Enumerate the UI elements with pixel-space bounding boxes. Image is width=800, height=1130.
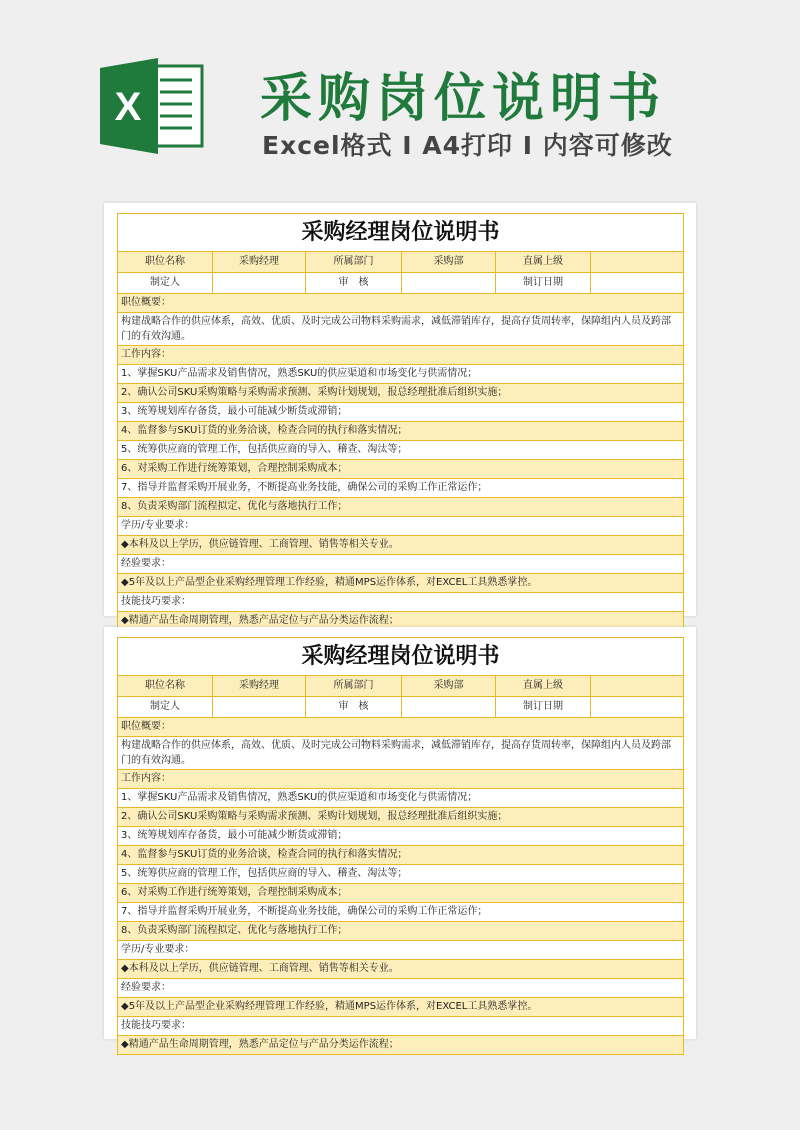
cell[interactable]: 制定人	[118, 697, 213, 717]
cell[interactable]: 制订日期	[496, 273, 591, 293]
doc-title: 采购经理岗位说明书	[118, 214, 683, 252]
cell[interactable]	[213, 273, 306, 293]
cell[interactable]	[213, 697, 306, 717]
document-sheet-2	[104, 627, 696, 1050]
cell[interactable]: 采购经理	[213, 252, 306, 272]
skill-text[interactable]: ◆精通产品生命周期管理，熟悉产品定位与产品分类运作流程；	[118, 1036, 683, 1054]
cell[interactable]	[591, 697, 683, 717]
exp-label[interactable]: 经验要求：	[118, 555, 683, 574]
duty-item[interactable]: 4、监督参与SKU订货的业务洽谈，检查合同的执行和落实情况；	[118, 846, 683, 865]
info-row-1	[118, 252, 683, 273]
duty-item[interactable]: 3、统筹规划库存备货，最小可能减少断货或滞销；	[118, 403, 683, 422]
overview-text[interactable]: 构建战略合作的供应体系，高效、优质、及时完成公司物料采购需求，减低滞销库存，提高存货周转率，保障组内人员及跨部门的有效沟通。	[118, 313, 683, 346]
skill-label[interactable]: 技能技巧要求：	[118, 1017, 683, 1036]
duty-item[interactable]: 6、对采购工作进行统筹策划，合理控制采购成本；	[118, 460, 683, 479]
duty-item[interactable]: 1、掌握SKU产品需求及销售情况，熟悉SKU的供应渠道和市场变化与供需情况；	[118, 789, 683, 808]
cell[interactable]: 直属上级	[496, 252, 591, 272]
svg-text:X: X	[114, 85, 142, 129]
duty-item[interactable]: 3、统筹规划库存备货，最小可能减少断货或滞销；	[118, 827, 683, 846]
cell[interactable]: 职位名称	[118, 252, 213, 272]
duty-item[interactable]: 4、监督参与SKU订货的业务洽谈，检查合同的执行和落实情况；	[118, 422, 683, 441]
job-description-table	[117, 213, 684, 631]
cell[interactable]	[591, 676, 683, 696]
skill-text[interactable]: ◆精通产品生命周期管理，熟悉产品定位与产品分类运作流程；	[118, 612, 683, 630]
skill-label[interactable]: 技能技巧要求：	[118, 593, 683, 612]
overview-text[interactable]: 构建战略合作的供应体系，高效、优质、及时完成公司物料采购需求，减低滞销库存，提高存货周转率，保障组内人员及跨部门的有效沟通。	[118, 737, 683, 770]
page-title: 采购岗位说明书	[260, 69, 667, 129]
cell[interactable]: 采购经理	[213, 676, 306, 696]
duties-label[interactable]: 工作内容：	[118, 770, 683, 789]
cell[interactable]: 采购部	[402, 676, 496, 696]
duty-item[interactable]: 7、指导并监督采购开展业务，不断提高业务技能，确保公司的采购工作正常运作；	[118, 479, 683, 498]
cell[interactable]	[591, 252, 683, 272]
exp-text[interactable]: ◆5年及以上产品型企业采购经理管理工作经验，精通MPS运作体系，对EXCEL工具熟悉掌控。	[118, 998, 683, 1017]
doc-title: 采购经理岗位说明书	[118, 638, 683, 676]
info-row-1	[118, 676, 683, 697]
overview-label[interactable]: 职位概要：	[118, 718, 683, 737]
duty-item[interactable]: 2、确认公司SKU采购策略与采购需求预测、采购计划规划，报总经理批准后组织实施；	[118, 384, 683, 403]
duty-item[interactable]: 6、对采购工作进行统筹策划，合理控制采购成本；	[118, 884, 683, 903]
exp-text[interactable]: ◆5年及以上产品型企业采购经理管理工作经验，精通MPS运作体系，对EXCEL工具熟悉掌控。	[118, 574, 683, 593]
cell[interactable]: 直属上级	[496, 676, 591, 696]
duty-item[interactable]: 1、掌握SKU产品需求及销售情况，熟悉SKU的供应渠道和市场变化与供需情况；	[118, 365, 683, 384]
cell[interactable]: 制定人	[118, 273, 213, 293]
cell[interactable]: 职位名称	[118, 676, 213, 696]
edu-label[interactable]: 学历/专业要求：	[118, 517, 683, 536]
edu-text[interactable]: ◆本科及以上学历，供应链管理、工商管理、销售等相关专业。	[118, 960, 683, 979]
cell[interactable]: 制订日期	[496, 697, 591, 717]
info-row-2	[118, 697, 683, 718]
job-description-table	[117, 637, 684, 1055]
cell[interactable]: 审 核	[306, 273, 402, 293]
banner	[0, 0, 800, 195]
excel-icon	[100, 58, 204, 154]
duty-item[interactable]: 5、统筹供应商的管理工作，包括供应商的导入、稽查、淘汰等；	[118, 441, 683, 460]
info-row-2	[118, 273, 683, 294]
overview-label[interactable]: 职位概要：	[118, 294, 683, 313]
cell[interactable]: 所属部门	[306, 676, 402, 696]
edu-label[interactable]: 学历/专业要求：	[118, 941, 683, 960]
duties-label[interactable]: 工作内容：	[118, 346, 683, 365]
page-subtitle: Excel格式 I A4打印 I 内容可修改	[262, 131, 673, 160]
duty-item[interactable]: 8、负责采购部门流程拟定、优化与落地执行工作；	[118, 498, 683, 517]
cell[interactable]: 所属部门	[306, 252, 402, 272]
duty-item[interactable]: 5、统筹供应商的管理工作，包括供应商的导入、稽查、淘汰等；	[118, 865, 683, 884]
cell[interactable]	[402, 697, 496, 717]
edu-text[interactable]: ◆本科及以上学历，供应链管理、工商管理、销售等相关专业。	[118, 536, 683, 555]
duty-item[interactable]: 8、负责采购部门流程拟定、优化与落地执行工作；	[118, 922, 683, 941]
cell[interactable]	[402, 273, 496, 293]
cell[interactable]	[591, 273, 683, 293]
duty-item[interactable]: 2、确认公司SKU采购策略与采购需求预测、采购计划规划，报总经理批准后组织实施；	[118, 808, 683, 827]
duty-item[interactable]: 7、指导并监督采购开展业务，不断提高业务技能，确保公司的采购工作正常运作；	[118, 903, 683, 922]
document-sheet-1	[104, 203, 696, 626]
exp-label[interactable]: 经验要求：	[118, 979, 683, 998]
cell[interactable]: 审 核	[306, 697, 402, 717]
cell[interactable]: 采购部	[402, 252, 496, 272]
